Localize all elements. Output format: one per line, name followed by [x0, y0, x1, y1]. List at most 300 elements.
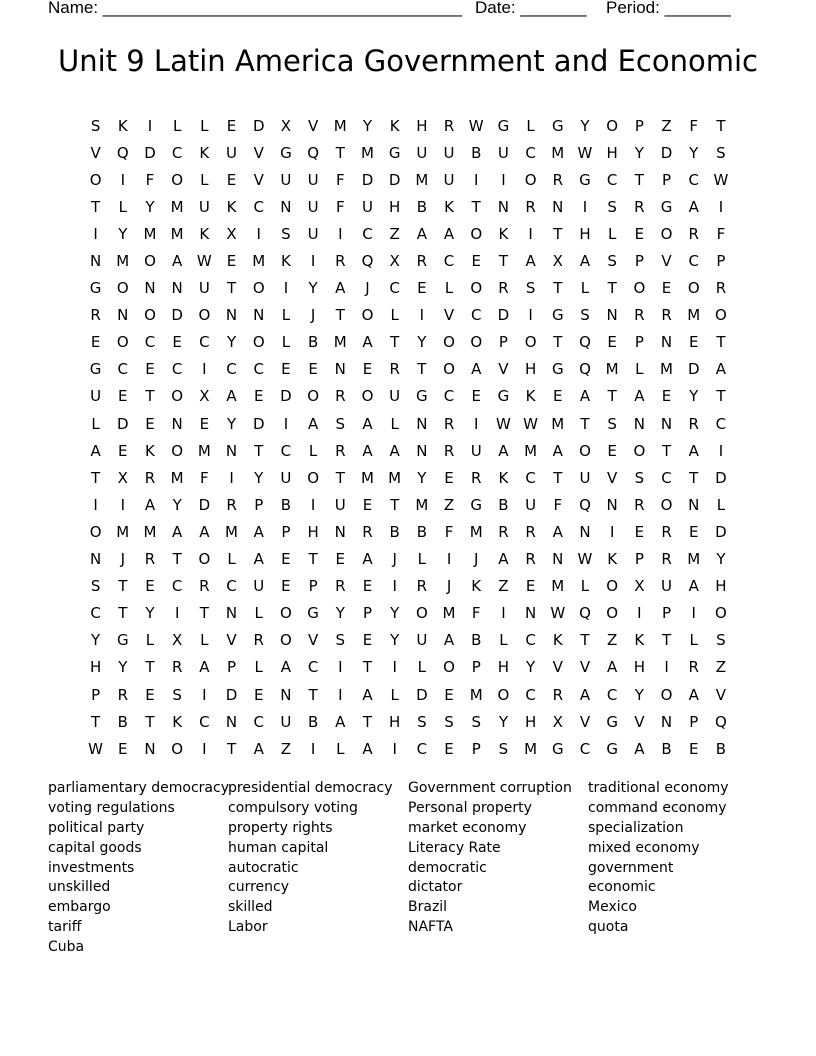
grid-letter: A — [362, 550, 373, 569]
grid-letter: Q — [307, 143, 319, 162]
grid-letter: G — [89, 360, 102, 379]
grid-letter: V — [307, 116, 319, 135]
grid-letter: I — [664, 658, 669, 677]
grid-row — [82, 681, 735, 708]
grid-letter: H — [389, 712, 401, 731]
grid-letter: L — [499, 631, 508, 650]
grid-letter: I — [474, 170, 479, 189]
grid-letter: W — [88, 739, 104, 758]
grid-letter: T — [226, 279, 237, 298]
grid-letter: R — [144, 468, 156, 487]
grid-letter: S — [471, 712, 481, 731]
word-column — [228, 779, 408, 958]
grid-letter: T — [553, 224, 563, 243]
word-item: currency — [228, 879, 289, 896]
grid-letter: Y — [145, 604, 155, 623]
grid-letter: R — [471, 468, 482, 487]
grid-letter: A — [172, 252, 183, 271]
grid-letter: V — [90, 143, 101, 162]
grid-letter: A — [579, 252, 591, 271]
grid-row — [82, 654, 735, 681]
grid-letter: T — [145, 658, 155, 677]
grid-letter: C — [443, 387, 455, 406]
grid-letter: U — [280, 468, 292, 487]
grid-letter: D — [280, 387, 292, 406]
grid-letter: E — [471, 252, 481, 271]
grid-letter: C — [199, 712, 210, 731]
grid-letter: U — [280, 712, 292, 731]
grid-letter: R — [525, 197, 536, 216]
grid-letter: M — [116, 522, 130, 541]
grid-letter: H — [715, 577, 727, 596]
grid-letter: K — [498, 468, 509, 487]
grid-letter: R — [525, 550, 536, 569]
grid-letter: N — [660, 712, 673, 731]
grid-letter: A — [607, 658, 618, 677]
grid-letter: M — [469, 685, 483, 704]
grid-row — [82, 735, 735, 762]
grid-letter: M — [551, 414, 565, 433]
grid-row — [82, 437, 735, 464]
grid-letter: O — [497, 685, 510, 704]
word-item: Mexico — [588, 899, 637, 916]
grid-letter: A — [253, 739, 264, 758]
grid-letter: U — [307, 224, 319, 243]
grid-letter: Y — [335, 604, 345, 623]
grid-letter: B — [471, 143, 482, 162]
grid-letter: C — [171, 360, 183, 379]
grid-letter: N — [117, 306, 129, 325]
grid-letter: L — [689, 631, 698, 650]
grid-letter: V — [579, 712, 591, 731]
grid-letter: P — [281, 522, 291, 541]
grid-letter: E — [362, 631, 373, 650]
grid-letter: X — [117, 468, 128, 487]
word-item: Government corruption — [408, 780, 572, 796]
grid-letter: I — [310, 739, 316, 758]
grid-letter: N — [280, 685, 292, 704]
grid-letter: I — [93, 495, 98, 514]
grid-letter: V — [552, 658, 563, 677]
grid-letter: U — [198, 197, 210, 216]
grid-letter: E — [688, 522, 699, 541]
grid-row — [82, 627, 735, 654]
grid-letter: T — [118, 577, 128, 596]
grid-letter: R — [443, 414, 455, 433]
grid-letter: Q — [116, 143, 129, 162]
grid-letter: L — [390, 414, 399, 433]
grid-letter: B — [498, 495, 509, 514]
grid-letter: T — [390, 333, 400, 352]
grid-letter: R — [335, 387, 346, 406]
grid-letter: K — [389, 116, 400, 135]
grid-letter: L — [417, 658, 427, 677]
grid-letter: H — [524, 712, 537, 731]
grid-letter: I — [120, 495, 125, 514]
grid-letter: Y — [498, 712, 508, 731]
grid-letter: R — [634, 306, 645, 325]
grid-letter: P — [662, 170, 672, 189]
grid-letter: M — [415, 495, 429, 514]
grid-letter: L — [172, 116, 182, 135]
grid-letter: U — [90, 387, 102, 406]
grid-row — [82, 275, 735, 302]
grid-letter: I — [229, 468, 234, 487]
grid-letter: M — [388, 468, 402, 487]
grid-letter: I — [338, 685, 343, 704]
word-item: capital goods — [48, 839, 142, 856]
grid-letter: B — [117, 712, 128, 731]
grid-letter: M — [687, 550, 701, 569]
grid-letter: F — [471, 604, 481, 623]
grid-letter: C — [606, 170, 618, 189]
grid-letter: O — [579, 441, 591, 460]
grid-letter: B — [471, 631, 482, 650]
name-field: Name: ______________________________________ — [48, 0, 463, 17]
grid-letter: P — [471, 658, 481, 677]
grid-letter: C — [688, 252, 699, 271]
grid-letter: O — [307, 468, 319, 487]
grid-letter: D — [225, 685, 238, 704]
grid-letter: E — [661, 387, 672, 406]
grid-letter: O — [144, 252, 156, 271]
grid-letter: Y — [172, 495, 182, 514]
grid-letter: M — [605, 360, 619, 379]
grid-letter: E — [444, 468, 454, 487]
grid-letter: G — [551, 360, 564, 379]
grid-letter: E — [634, 522, 645, 541]
grid-letter: E — [607, 333, 617, 352]
grid-letter: R — [634, 197, 645, 216]
grid-letter: D — [144, 143, 156, 162]
grid-letter: I — [718, 197, 724, 216]
grid-letter: G — [89, 279, 102, 298]
grid-letter: X — [634, 577, 645, 596]
grid-letter: O — [606, 577, 619, 596]
grid-letter: N — [606, 495, 618, 514]
grid-letter: Y — [580, 116, 590, 135]
grid-letter: N — [225, 604, 238, 623]
grid-letter: Z — [661, 116, 672, 135]
grid-letter: P — [471, 739, 481, 758]
grid-letter: O — [443, 333, 455, 352]
grid-letter: J — [474, 550, 479, 569]
grid-letter: R — [362, 522, 373, 541]
grid-letter: E — [362, 495, 373, 514]
grid-letter: N — [416, 414, 428, 433]
grid-letter: R — [552, 685, 563, 704]
grid-letter: Q — [579, 360, 591, 379]
grid-letter: O — [606, 604, 619, 623]
grid-letter: M — [551, 143, 565, 162]
grid-letter: I — [202, 685, 207, 704]
grid-letter: I — [338, 658, 343, 677]
grid-letter: R — [443, 441, 455, 460]
grid-letter: T — [335, 306, 345, 325]
grid-letter: V — [443, 306, 455, 325]
grid-letter: B — [661, 739, 672, 758]
word-column — [48, 779, 228, 958]
grid-letter: B — [715, 739, 727, 758]
grid-letter: S — [335, 414, 346, 433]
grid-letter: C — [715, 414, 727, 433]
grid-letter: N — [225, 306, 238, 325]
grid-letter: Y — [526, 658, 536, 677]
grid-letter: L — [580, 577, 590, 596]
word-item: specialization — [588, 819, 684, 836]
grid-row — [82, 193, 735, 220]
grid-letter: N — [524, 604, 537, 623]
grid-letter: T — [634, 170, 644, 189]
grid-letter: B — [307, 333, 319, 352]
grid-letter: I — [609, 522, 615, 541]
grid-letter: D — [198, 495, 211, 514]
grid-letter: V — [253, 170, 264, 189]
grid-letter: R — [171, 658, 183, 677]
grid-letter: Z — [715, 658, 727, 677]
grid-letter: R — [90, 306, 101, 325]
grid-letter: N — [144, 739, 156, 758]
grid-letter: W — [577, 143, 593, 162]
grid-letter: B — [416, 522, 427, 541]
grid-letter: U — [389, 387, 401, 406]
grid-letter: L — [145, 631, 155, 650]
grid-letter: T — [199, 604, 209, 623]
grid-letter: T — [716, 387, 726, 406]
grid-letter: P — [227, 658, 237, 677]
grid-row — [82, 518, 735, 545]
grid-letter: E — [145, 414, 155, 433]
grid-letter: J — [310, 306, 316, 325]
grid-letter: I — [501, 604, 506, 623]
grid-letter: C — [525, 143, 536, 162]
grid-letter: Z — [607, 631, 618, 650]
grid-letter: G — [579, 170, 591, 189]
grid-letter: J — [392, 550, 397, 569]
grid-letter: A — [552, 522, 563, 541]
grid-letter: O — [361, 306, 374, 325]
word-item: dictator — [408, 879, 463, 896]
grid-letter: E — [226, 116, 237, 135]
grid-letter: M — [687, 306, 701, 325]
word-item: Cuba — [48, 939, 85, 956]
grid-letter: S — [417, 712, 427, 731]
grid-letter: A — [307, 414, 319, 433]
grid-letter: S — [444, 712, 454, 731]
grid-letter: J — [365, 279, 370, 298]
grid-letter: Y — [118, 658, 128, 677]
grid-letter: F — [200, 468, 209, 487]
grid-letter: Y — [390, 631, 400, 650]
grid-letter: H — [524, 360, 537, 379]
grid-letter: O — [715, 604, 727, 623]
grid-letter: O — [171, 387, 184, 406]
grid-letter: D — [715, 522, 727, 541]
grid-letter: L — [390, 306, 399, 325]
grid-letter: Z — [443, 495, 455, 514]
grid-letter: I — [392, 739, 397, 758]
grid-letter: O — [116, 333, 129, 352]
grid-letter: C — [416, 739, 428, 758]
grid-letter: M — [225, 522, 238, 541]
grid-letter: U — [579, 468, 591, 487]
grid-letter: S — [172, 685, 182, 704]
grid-letter: A — [362, 333, 373, 352]
grid-letter: C — [525, 631, 536, 650]
grid-row — [82, 600, 735, 627]
grid-letter: V — [498, 360, 509, 379]
grid-letter: M — [333, 116, 347, 135]
grid-letter: Q — [579, 604, 591, 623]
grid-letter: M — [442, 604, 456, 623]
grid-letter: M — [116, 252, 130, 271]
date-field: Date: _______ — [475, 0, 587, 17]
grid-letter: T — [335, 468, 345, 487]
grid-letter: Y — [417, 333, 427, 352]
grid-letter: A — [688, 685, 699, 704]
grid-letter: J — [446, 577, 452, 596]
grid-letter: I — [338, 224, 343, 243]
grid-letter: M — [143, 224, 157, 243]
grid-letter: A — [525, 252, 536, 271]
grid-letter: A — [688, 197, 699, 216]
grid-letter: O — [280, 631, 292, 650]
grid-letter: I — [528, 224, 533, 243]
grid-letter: G — [307, 604, 319, 623]
grid-letter: C — [144, 333, 156, 352]
word-item: Personal property — [408, 799, 532, 816]
grid-letter: O — [443, 658, 455, 677]
grid-letter: O — [470, 279, 483, 298]
grid-letter: A — [335, 279, 346, 298]
grid-letter: A — [498, 550, 509, 569]
grid-letter: Y — [634, 143, 644, 162]
grid-letter: A — [199, 658, 210, 677]
grid-letter: X — [280, 116, 292, 135]
grid-letter: M — [170, 468, 184, 487]
grid-letter: A — [688, 441, 699, 460]
grid-letter: I — [256, 224, 261, 243]
grid-letter: O — [415, 604, 428, 623]
grid-letter: L — [91, 414, 100, 433]
grid-letter: L — [308, 441, 318, 460]
grid-letter: E — [253, 387, 264, 406]
grid-letter: E — [253, 685, 264, 704]
grid-letter: L — [254, 604, 263, 623]
grid-letter: T — [145, 387, 155, 406]
grid-letter: E — [145, 685, 155, 704]
grid-letter: G — [470, 495, 483, 514]
grid-letter: T — [471, 197, 481, 216]
grid-letter: A — [471, 360, 482, 379]
grid-letter: Z — [280, 739, 292, 758]
grid-letter: P — [362, 604, 372, 623]
grid-letter: L — [580, 279, 590, 298]
grid-letter: G — [606, 739, 618, 758]
grid-letter: N — [144, 279, 156, 298]
grid-letter: C — [226, 360, 237, 379]
word-item: Brazil — [408, 899, 448, 916]
grid-letter: O — [687, 279, 700, 298]
word-item: political party — [48, 819, 145, 836]
grid-letter: T — [580, 631, 590, 650]
grid-letter: W — [523, 414, 539, 433]
word-item: skilled — [228, 899, 273, 916]
grid-letter: O — [116, 279, 129, 298]
grid-letter: D — [171, 306, 183, 325]
grid-letter: U — [416, 143, 428, 162]
grid-letter: K — [471, 577, 482, 596]
grid-letter: I — [392, 577, 397, 596]
grid-letter: I — [202, 739, 207, 758]
grid-row — [82, 410, 735, 437]
grid-letter: H — [606, 143, 618, 162]
page-title: Unit 9 Latin America Government and Economic — [58, 44, 758, 78]
grid-letter: U — [525, 495, 537, 514]
grid-letter: I — [419, 306, 425, 325]
grid-letter: R — [416, 577, 428, 596]
grid-letter: F — [335, 197, 345, 216]
grid-letter: R — [661, 522, 672, 541]
word-item: command economy — [588, 799, 727, 816]
grid-letter: K — [498, 224, 509, 243]
grid-letter: U — [334, 495, 346, 514]
grid-letter: E — [362, 577, 373, 596]
grid-row — [82, 464, 735, 491]
grid-letter: I — [310, 495, 316, 514]
grid-letter: C — [117, 360, 129, 379]
grid-letter: Y — [362, 116, 373, 135]
grid-letter: O — [524, 170, 537, 189]
grid-letter: X — [226, 224, 237, 243]
grid-letter: A — [362, 685, 373, 704]
grid-letter: P — [498, 333, 508, 352]
grid-letter: U — [470, 441, 482, 460]
grid-letter: I — [147, 116, 153, 135]
grid-letter: Y — [254, 468, 264, 487]
grid-letter: K — [607, 550, 618, 569]
grid-letter: S — [580, 306, 590, 325]
grid-letter: D — [117, 414, 129, 433]
grid-letter: N — [416, 441, 428, 460]
grid-letter: S — [335, 631, 346, 650]
grid-letter: E — [118, 739, 128, 758]
grid-letter: N — [89, 550, 102, 569]
grid-letter: Y — [118, 224, 128, 243]
grid-letter: G — [497, 387, 510, 406]
grid-letter: O — [171, 441, 184, 460]
grid-letter: T — [553, 279, 563, 298]
grid-letter: G — [416, 387, 428, 406]
grid-letter: R — [253, 631, 264, 650]
grid-row — [82, 329, 735, 356]
grid-letter: O — [660, 495, 673, 514]
grid-letter: M — [660, 360, 673, 379]
grid-letter: U — [443, 170, 455, 189]
grid-letter: F — [716, 224, 726, 243]
word-item: property rights — [228, 819, 333, 836]
grid-letter: S — [634, 468, 645, 487]
grid-letter: E — [444, 685, 454, 704]
grid-letter: K — [525, 387, 536, 406]
grid-letter: M — [524, 441, 538, 460]
grid-letter: C — [253, 197, 264, 216]
word-item: presidential democracy — [228, 780, 393, 796]
grid-letter: E — [281, 550, 291, 569]
grid-letter: C — [470, 306, 482, 325]
grid-letter: S — [716, 631, 726, 650]
grid-row — [82, 302, 735, 329]
